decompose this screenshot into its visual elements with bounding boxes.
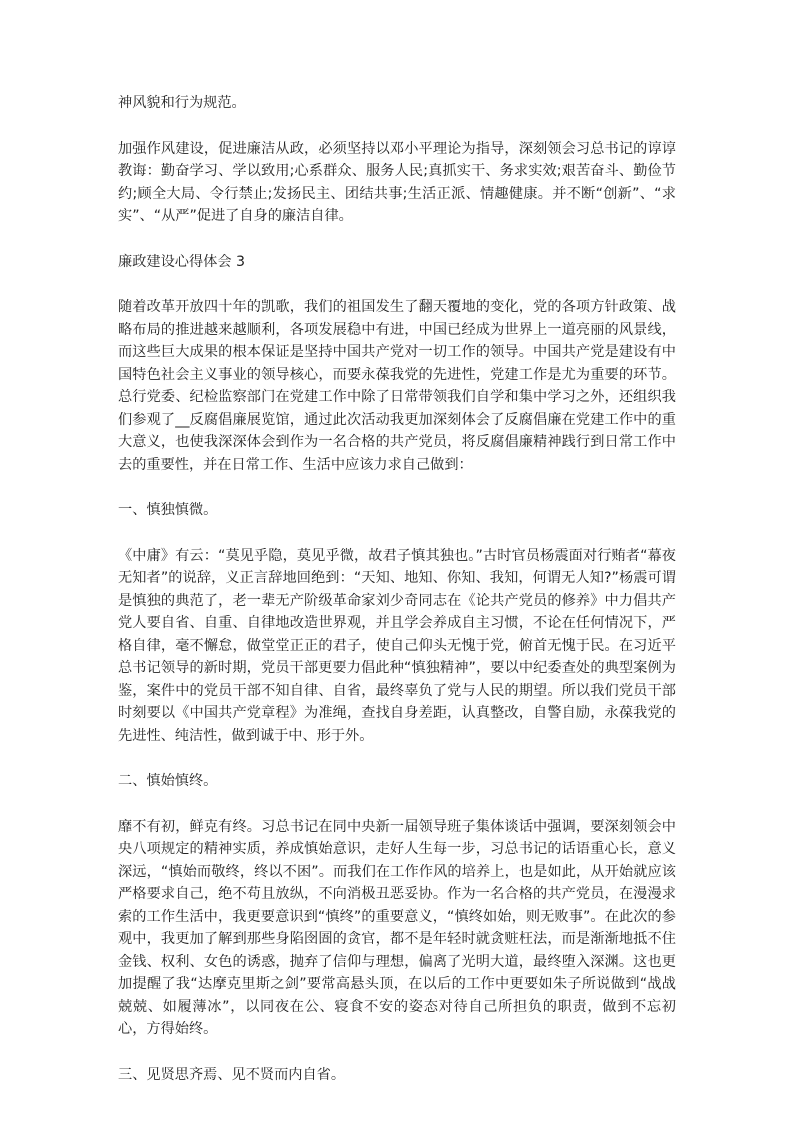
paragraph-1: 《中庸》有云：“莫见乎隐，莫见乎微，故君子慎其独也。”古时官员杨震面对行贿者“幕夜无知者”的说辞，义正言辞地回绝到：“天知、地知、你知、我知，何谓无人知?”杨震可谓是慎独的典范了，老一辈无产阶级革命家刘少奇同志在《论共产党员的修养》中力倡共产党人要自省、自重、自律地改造世界观，并且学会养成自主习惯，不论在任何情况下，严格自律，毫不懈怠，做堂堂正正的君子，使自己仰头无愧于党，俯首无愧于民。在习近平总书记领导的新时期，党员干部更要力倡此种“慎独精神”，要以中纪委查处的典型案例为鉴，案件中的党员干部不知自律、自省，最终辜负了党与人民的期望。所以我们党员干部时刻要以《中国共产党章程》为准绳，查找自身差距，认真整改，自警自励，永葆我党的先进性、纯洁性，做到诚于中、形于外。 (118, 547, 676, 744)
paragraph-intro: 随着改革开放四十年的凯歌，我们的祖国发生了翻天覆地的变化，党的各项方针政策、战略布局的推进越来越顺利，各项发展稳中有进，中国已经成为世界上一道亮丽的风景线，而这些巨大成果的根本保证是坚持中国共产党对一切工作的领导。中国共产党是建设有中国特色社会主义事业的领导核心，而要永葆我党的先进性，党建工作是尤为重要的环节。总行党委、纪检监察部门在党建工作中除了日常带领我们自学和集中学习之外，还组织我们参观了__反腐倡廉展览馆，通过此次活动我更加深刻体会了反腐倡廉在党建工作中的重大意义，也使我深深体会到作为一名合格的共产党员，将反腐倡廉精神践行到日常工作中去的重要性，并在日常工作、生活中应该力求自己做到： (118, 299, 676, 473)
section-title: 廉政建设心得体会 3 (118, 253, 246, 270)
paragraph-continuation: 神风貌和行为规范。 (118, 95, 246, 111)
subheading-3: 三、见贤思齐焉、见不贤而内自省。 (118, 1066, 346, 1083)
paragraph-2: 靡不有初，鲜克有终。习总书记在同中央新一届领导班子集体谈话中强调，要深刻领会中央八项规定的精神实质，养成慎始意识，走好人生每一步，习总书记的话语重心长，意义深远，“慎始而敬终，终以不困”。而我们在工作作风的培养上，也是如此，从开始就应该严格要求自己，绝不苟且放纵，不向消极丑恶妥协。作为一名合格的共产党员，在漫漫求索的工作生活中，我更要意识到“慎终”的重要意义，“慎终如始，则无败事”。在此次的参观中，我更加了解到那些身陷囹圄的贪官，都不是年轻时就贪赃枉法，而是渐渐地抵不住金钱、权利、女色的诱惑，抛弃了信仰与理想，偏离了光明大道，最终堕入深渊。这也更加提醒了我“达摩克里斯之剑”要常高悬头顶，在以后的工作中更要如朱子所说做到“战战兢兢、如履薄冰”，以同夜在公、寝食不安的姿态对待自己所担负的职责，做到不忘初心，方得始终。 (118, 818, 676, 1037)
paragraph-work-style: 加强作风建设，促进廉洁从政，必须坚持以邓小平理论为指导，深刻领会习总书记的谆谆教诲：勤奋学习、学以致用;心系群众、服务人民;真抓实干、务求实效;艰苦奋斗、勤俭节约;顾全大局、令行禁止;发扬民主、团结共事;生活正派、情趣健康。并不断“创新”、“求实”、“从严”促进了自身的廉洁自律。 (118, 140, 676, 224)
subheading-1: 一、慎独慎微。 (118, 502, 218, 518)
document-page (118, 92, 676, 1109)
subheading-2: 二、慎始慎终。 (118, 773, 218, 789)
